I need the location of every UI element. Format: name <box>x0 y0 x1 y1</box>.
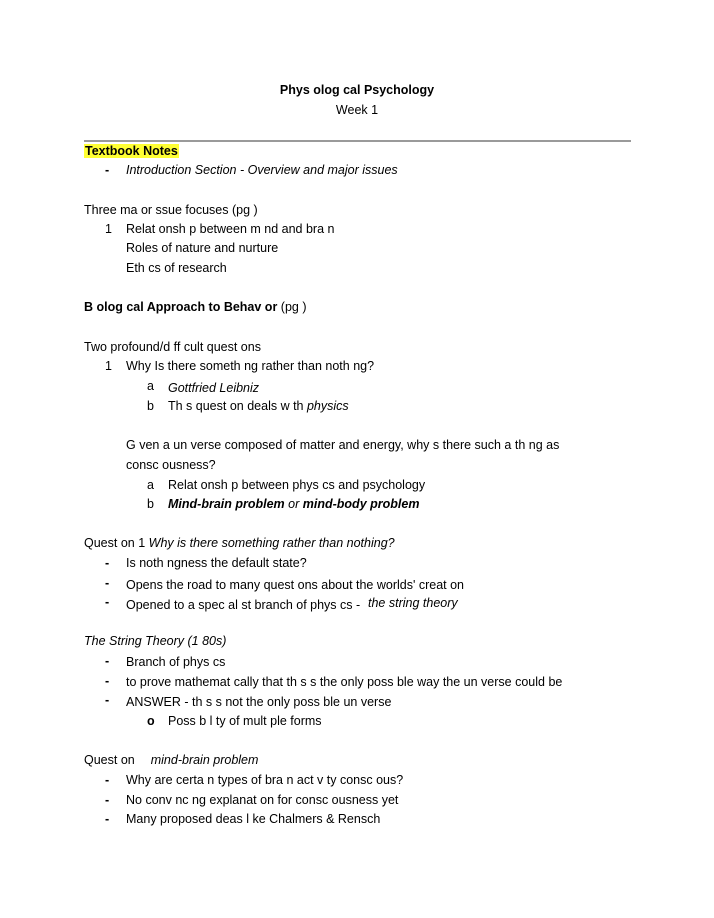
question-mind-italic: mind-brain problem <box>150 753 259 767</box>
list-item: Is noth ngness the default state? <box>126 556 307 570</box>
bullet-dash: - <box>105 674 110 688</box>
list-item: Opens the road to many quest ons about the worlds' creat on <box>126 578 465 592</box>
bio-heading <box>84 299 307 315</box>
sub-item <box>168 398 349 414</box>
intro-bullet: Introduction Section - Overview and major issues <box>126 163 398 177</box>
question-two-line1: G ven a un verse composed of matter and energy, why s there such a th ng as <box>126 438 560 452</box>
bullet-dash: - <box>105 595 110 609</box>
term-connector: or <box>288 497 300 511</box>
bullet-dash: - <box>105 793 110 807</box>
list-number: 1 <box>105 222 112 236</box>
bullet-dash: - <box>105 556 110 570</box>
issues-heading: Three ma or ssue focuses (pg ) <box>84 203 258 217</box>
bio-heading-pages: (pg ) <box>280 300 307 314</box>
list-item: Many proposed deas l ke Chalmers & Rensch <box>126 812 381 826</box>
sub-bullet-marker: o <box>147 714 155 728</box>
questions-heading: Two profound/d ff cult quest ons <box>84 340 261 354</box>
bullet-dash: - <box>105 163 110 177</box>
sub-item <box>168 496 419 512</box>
bio-heading-bold: B olog cal Approach to Behav or <box>84 300 278 314</box>
letter-marker: a <box>147 478 154 492</box>
list-number: 1 <box>105 359 112 373</box>
sub-item-italic: physics <box>306 399 349 413</box>
issue-item: Roles of nature and nurture <box>126 241 279 255</box>
list-item: Why are certa n types of bra n act v ty consc ous? <box>126 773 404 787</box>
sub-item-text: Th s quest on deals w th <box>168 399 304 413</box>
letter-marker: b <box>147 497 154 511</box>
list-item: No conv nc ng explanat on for consc ousness yet <box>126 793 399 807</box>
sub-list-item: Poss b l ty of mult ple forms <box>168 714 322 728</box>
page-title: Phys olog cal Psychology <box>279 83 435 97</box>
term-bold: Mind-brain problem <box>168 497 285 511</box>
issue-item: Relat onsh p between m nd and bra n <box>126 222 335 236</box>
highlighted-heading-text: Textbook Notes <box>85 144 178 158</box>
list-item: ANSWER - th s s not the only poss ble un verse <box>126 695 392 709</box>
horizontal-divider <box>84 140 631 142</box>
bullet-dash: - <box>105 576 110 590</box>
issue-item: Eth cs of research <box>126 261 227 275</box>
sub-item: Gottfried Leibniz <box>168 381 260 395</box>
question1-prefix: Quest on 1 <box>84 536 146 550</box>
string-theory-term: the string theory <box>368 596 458 610</box>
question-one: Why Is there someth ng rather than noth ng? <box>126 359 375 373</box>
page-subtitle: Week 1 <box>335 103 379 117</box>
letter-marker: b <box>147 399 154 413</box>
question-mind-prefix: Quest on <box>84 753 135 767</box>
textbook-notes-heading <box>84 143 179 159</box>
bullet-dash: - <box>105 773 110 787</box>
letter-marker: a <box>147 379 154 393</box>
list-item: Opened to a spec al st branch of phys cs - <box>126 598 361 612</box>
question-mind-heading <box>84 752 258 768</box>
question1-heading <box>84 535 395 551</box>
list-item: to prove mathemat cally that th s s the only poss ble way the un verse could be <box>126 675 563 689</box>
bullet-dash: - <box>105 654 110 668</box>
bullet-dash: - <box>105 812 110 826</box>
term-bold: mind-body problem <box>302 497 420 511</box>
bullet-dash: - <box>105 693 110 707</box>
sub-item: Relat onsh p between phys cs and psychology <box>168 478 426 492</box>
question-two-line2: consc ousness? <box>126 458 216 472</box>
list-item: Branch of phys cs <box>126 655 226 669</box>
string-theory-heading: The String Theory (1 80s) <box>84 634 227 648</box>
question1-italic: Why is there something rather than nothing? <box>148 536 395 550</box>
